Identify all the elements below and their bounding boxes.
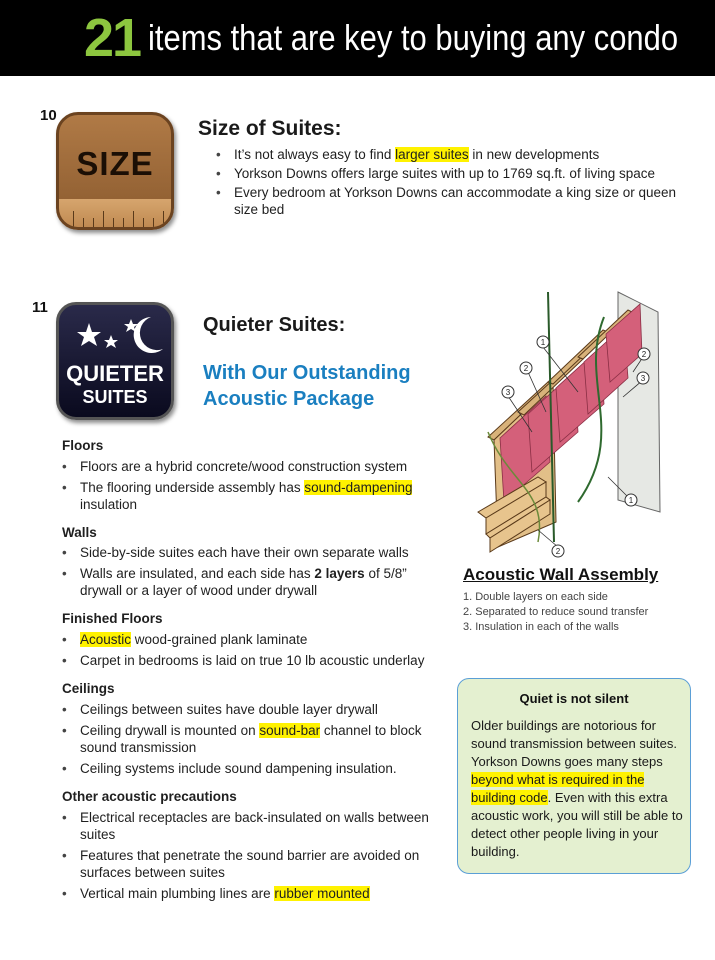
header-number: 21 [84,8,141,68]
ceilings-title: Ceilings [62,681,115,696]
callout-body: Older buildings are notorious for sound transmission between suites. Yorkson Downs goes many steps beyond what is required in the building code. Even with this extra acoustic work, you will still be able to detect other people living in your building. [471,718,683,859]
callout-1: 1 [628,496,634,505]
quiet-is-not-silent-callout [457,678,691,874]
callout-title: Quiet is not silent [519,691,629,706]
quieter-suites-icon [56,302,174,420]
other-precautions-title: Other acoustic precautions [62,789,237,804]
list-item: • Features that penetrate the sound barrier are avoided on surfaces between suites [62,847,447,881]
callout-2: 2 [555,547,561,556]
size-icon-label: SIZE [76,145,154,182]
header-banner [0,0,715,76]
list-item: • Floors are a hybrid concrete/wood construction system [62,458,442,475]
size-icon [56,112,174,230]
walls-bullets [62,544,442,603]
floors-title: Floors [62,438,104,453]
list-item: • It’s not always easy to find larger suites in new developments [216,146,706,163]
floors-bullets [62,458,442,517]
size-heading: Size of Suites: [198,117,342,140]
size-bullets [216,146,706,222]
list-item: • Walls are insulated, and each side has 2 layers of 5/8” drywall or a layer of wood under drywall [62,565,442,599]
list-item: • Every bedroom at Yorkson Downs can accommodate a king size or queen size bed [216,184,686,218]
quieter-icon-label: QUIETER [66,361,164,386]
callout-2: 2 [523,364,529,373]
finished-floors-bullets [62,631,452,673]
list-item: • The flooring underside assembly has sound-dampening insulation [62,479,442,513]
list-item: • Carpet in bedrooms is laid on true 10 lb acoustic underlay [62,652,452,669]
callout-3: 3 [640,374,646,383]
quieter-heading: Quieter Suites: [203,314,346,336]
callout-1: 1 [540,338,546,347]
wall-assembly-title: Acoustic Wall Assembly [463,565,659,584]
acoustic-subheading: With Our Outstanding Acoustic Package [203,362,411,410]
ruler-graphic [59,199,171,227]
list-item: 1. Double layers on each side [463,591,608,603]
moon-stars-icon [59,305,174,365]
list-item: • Vertical main plumbing lines are rubber mounted [62,885,447,902]
list-item: • Ceilings between suites have double layer drywall [62,701,447,718]
wall-assembly-list [463,590,648,635]
list-item: 2. Separated to reduce sound transfer [463,606,649,618]
list-item: • Electrical receptacles are back-insulated on walls between suites [62,809,447,843]
suites-icon-label: SUITES [82,387,148,407]
list-item: • Side-by-side suites each have their own separate walls [62,544,442,561]
header-title: items that are key to buying any condo [148,17,679,58]
item-number-10: 10 [40,107,57,124]
item-number-11: 11 [32,299,48,316]
walls-title: Walls [62,525,97,540]
list-item: • Ceiling drywall is mounted on sound-bar channel to block sound transmission [62,722,447,756]
list-item: • Acoustic wood-grained plank laminate [62,631,452,648]
finished-floors-title: Finished Floors [62,611,163,626]
other-precautions-bullets [62,809,447,906]
callout-2: 2 [641,350,647,359]
callout-3: 3 [505,388,511,397]
acoustic-wall-illustration [428,262,678,564]
list-item: • Ceiling systems include sound dampening insulation. [62,760,447,777]
list-item: • Yorkson Downs offers large suites with up to 1769 sq.ft. of living space [216,165,706,182]
ceilings-bullets [62,701,447,781]
list-item: 3. Insulation in each of the walls [463,621,619,633]
